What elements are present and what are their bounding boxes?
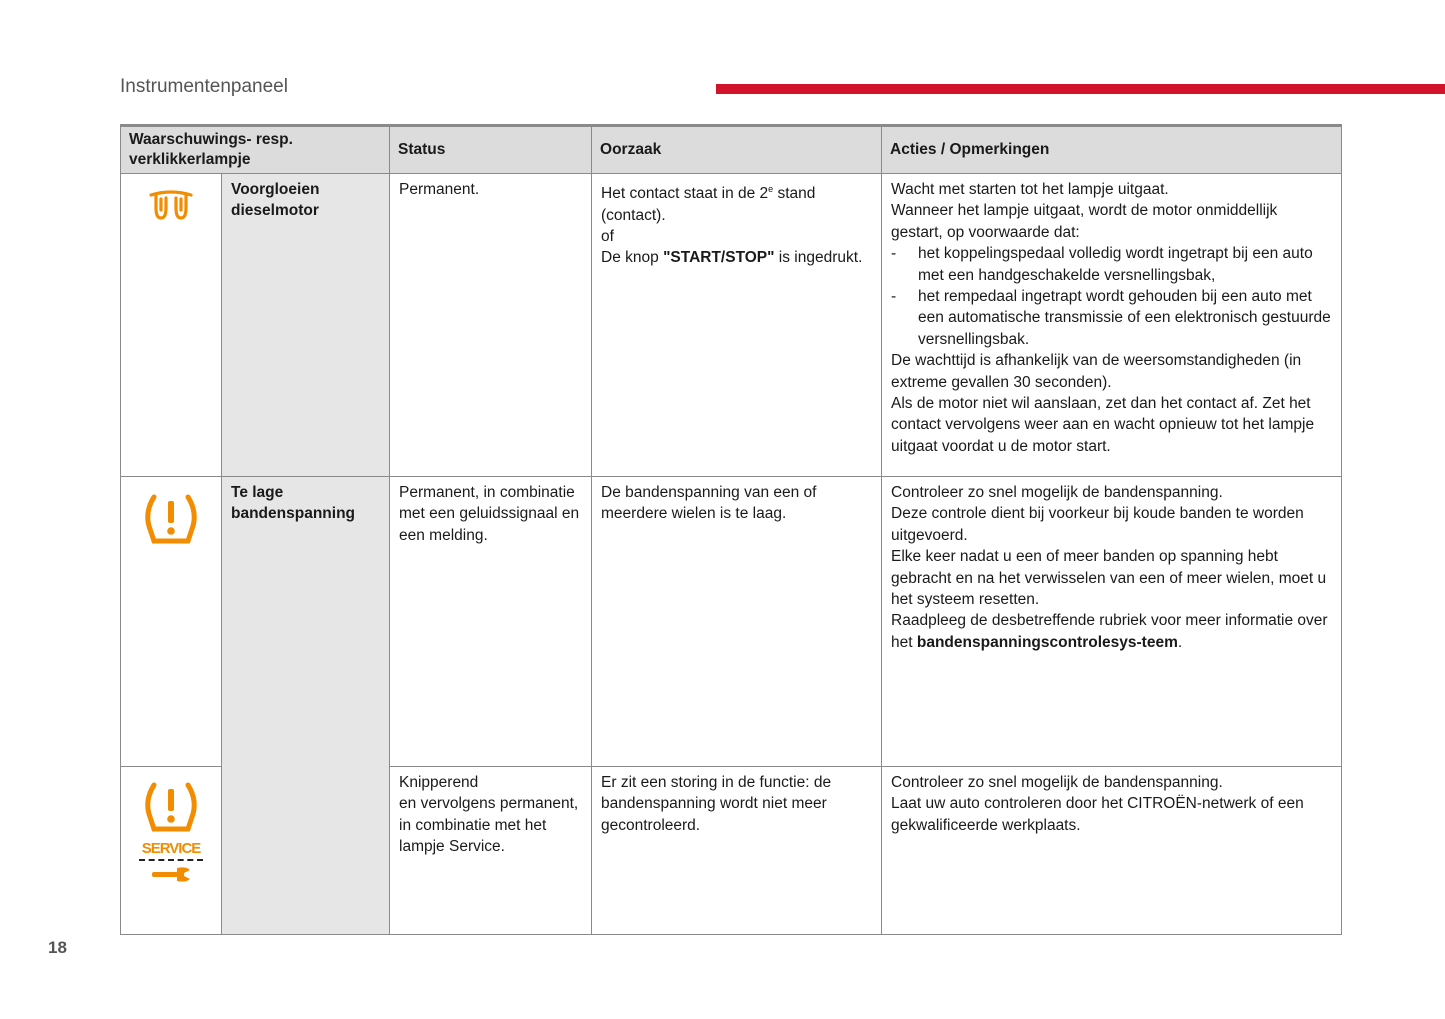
tyre-pressure-icon [141, 779, 201, 835]
warning-lamp-table [120, 124, 1342, 935]
service-label: SERVICE [141, 840, 201, 857]
cause-cell: Het contact staat in de 2e stand (contact). of De knop "START/STOP" is ingedrukt. [592, 174, 882, 477]
table-row [121, 477, 1342, 767]
list-item: - het rempedaal ingetrapt wordt gehouden bij een auto met een automatische transmissie of een elektronisch gestuurde versnellingsbak. [891, 286, 1333, 350]
status-cell: Permanent, in combinatie met een geluidssignaal en een melding. [390, 477, 592, 767]
lamp-icon-cell [121, 767, 222, 935]
dashed-divider [139, 859, 203, 861]
tyre-pressure-icon [141, 491, 201, 547]
lamp-name: Te lage [231, 484, 284, 501]
status-cell: Knipperend en vervolgens permanent, in combinatie met het lampje Service. [390, 767, 592, 935]
section-title: Instrumentenpaneel [120, 76, 288, 97]
lamp-icon-cell [121, 477, 222, 767]
page-number: 18 [48, 938, 67, 957]
actions-cell: Controleer zo snel mogelijk de bandenspanning. Laat uw auto controleren door het CITROËN-netwerk of een gekwalificeerde werkplaats. [882, 767, 1342, 935]
table-row [121, 174, 1342, 477]
service-wrench-icon [148, 864, 194, 884]
header-lamp: Waarschuwings- resp. verklikkerlampje [121, 126, 390, 174]
table-header-row [121, 126, 1342, 174]
status-cell: Permanent. [390, 174, 592, 477]
actions-cell: Wacht met starten tot het lampje uitgaat. Wanneer het lampje uitgaat, wordt de motor onmiddellijk gestart, op voorwaarde dat: - het koppelingspedaal volledig wordt ingetrapt bij een auto met een handgeschakelde versnellingsbak, - het rempedaal ingetrapt wordt gehouden bij een auto met een automatische transmissie of een elektronisch gestuurde versnellingsbak. De wachttijd is afhankelijk van de weersomstandigheden (in extreme gevallen 30 seconden). Als de motor niet wil aanslaan, zet dan het contact af. Zet het contact vervolgens weer aan en wacht opnieuw tot het lampje uitgaat voordat u de motor start. [882, 174, 1342, 477]
lamp-name: Voorgloeien [231, 181, 320, 198]
glow-plug-icon [148, 190, 194, 224]
tpms-reference: bandenspanningscontrolesys-teem [916, 633, 1178, 651]
actions-cell: Controleer zo snel mogelijk de bandenspanning. Deze controle dient bij voorkeur bij koude banden te worden uitgevoerd. Elke keer nadat u een of meer banden op spanning hebt gebracht en na het verwisselen van een of meer wielen, moet u het systeem resetten. Raadpleeg de desbetreffende rubriek voor meer informatie over het bandenspanningscontrolesys-teem. [882, 477, 1342, 767]
start-stop-label: "START/STOP" [663, 249, 775, 267]
lamp-icon-cell [121, 174, 222, 477]
header-actions: Acties / Opmerkingen [882, 126, 1342, 174]
cause-cell: De bandenspanning van een of meerdere wielen is te laag. [592, 477, 882, 767]
lamp-name-cell: Te lage bandenspanning [222, 477, 390, 935]
lamp-name-cell: Voorgloeien dieselmotor [222, 174, 390, 477]
cause-cell: Er zit een storing in de functie: de bandenspanning wordt niet meer gecontroleerd. [592, 767, 882, 935]
header-status: Status [390, 126, 592, 174]
header-cause: Oorzaak [592, 126, 882, 174]
condition-list [891, 243, 1333, 350]
list-item: - het koppelingspedaal volledig wordt ingetrapt bij een auto met een handgeschakelde versnellingsbak, [891, 243, 1333, 286]
header-accent-bar [716, 84, 1445, 94]
